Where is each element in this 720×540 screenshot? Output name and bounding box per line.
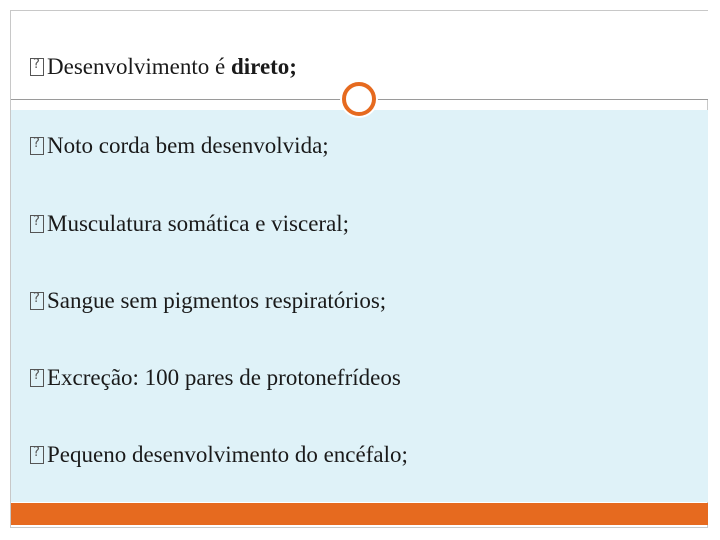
bullet-item-5 [30,366,401,389]
bullet-item-3 [30,212,349,235]
bullet-marker-icon [30,292,44,310]
bullet-text: Desenvolvimento é [47,54,231,79]
bullet-item-6 [30,443,408,466]
bullet-emphasis: direto; [230,54,297,79]
bullet-marker-icon [30,137,44,155]
bullet-text: Excreção: 100 pares de protonefrídeos [47,365,401,390]
footer-accent-bar [11,503,708,525]
bullet-text: Pequeno desenvolvimento do encéfalo; [47,442,408,467]
bullet-text: Musculatura somática e visceral; [47,211,350,236]
bullet-item-1 [30,55,297,78]
bullet-item-4 [30,289,386,312]
bullet-text: Sangue sem pigmentos respiratórios; [47,288,387,313]
ring-icon [342,82,376,116]
bullet-marker-icon [30,215,44,233]
bullet-marker-icon [30,446,44,464]
ring-ornament [340,80,378,118]
bullet-marker-icon [30,369,44,387]
bullet-text: Noto corda bem desenvolvida; [47,133,329,158]
bullet-item-2 [30,134,329,157]
bullet-marker-icon [30,58,44,76]
